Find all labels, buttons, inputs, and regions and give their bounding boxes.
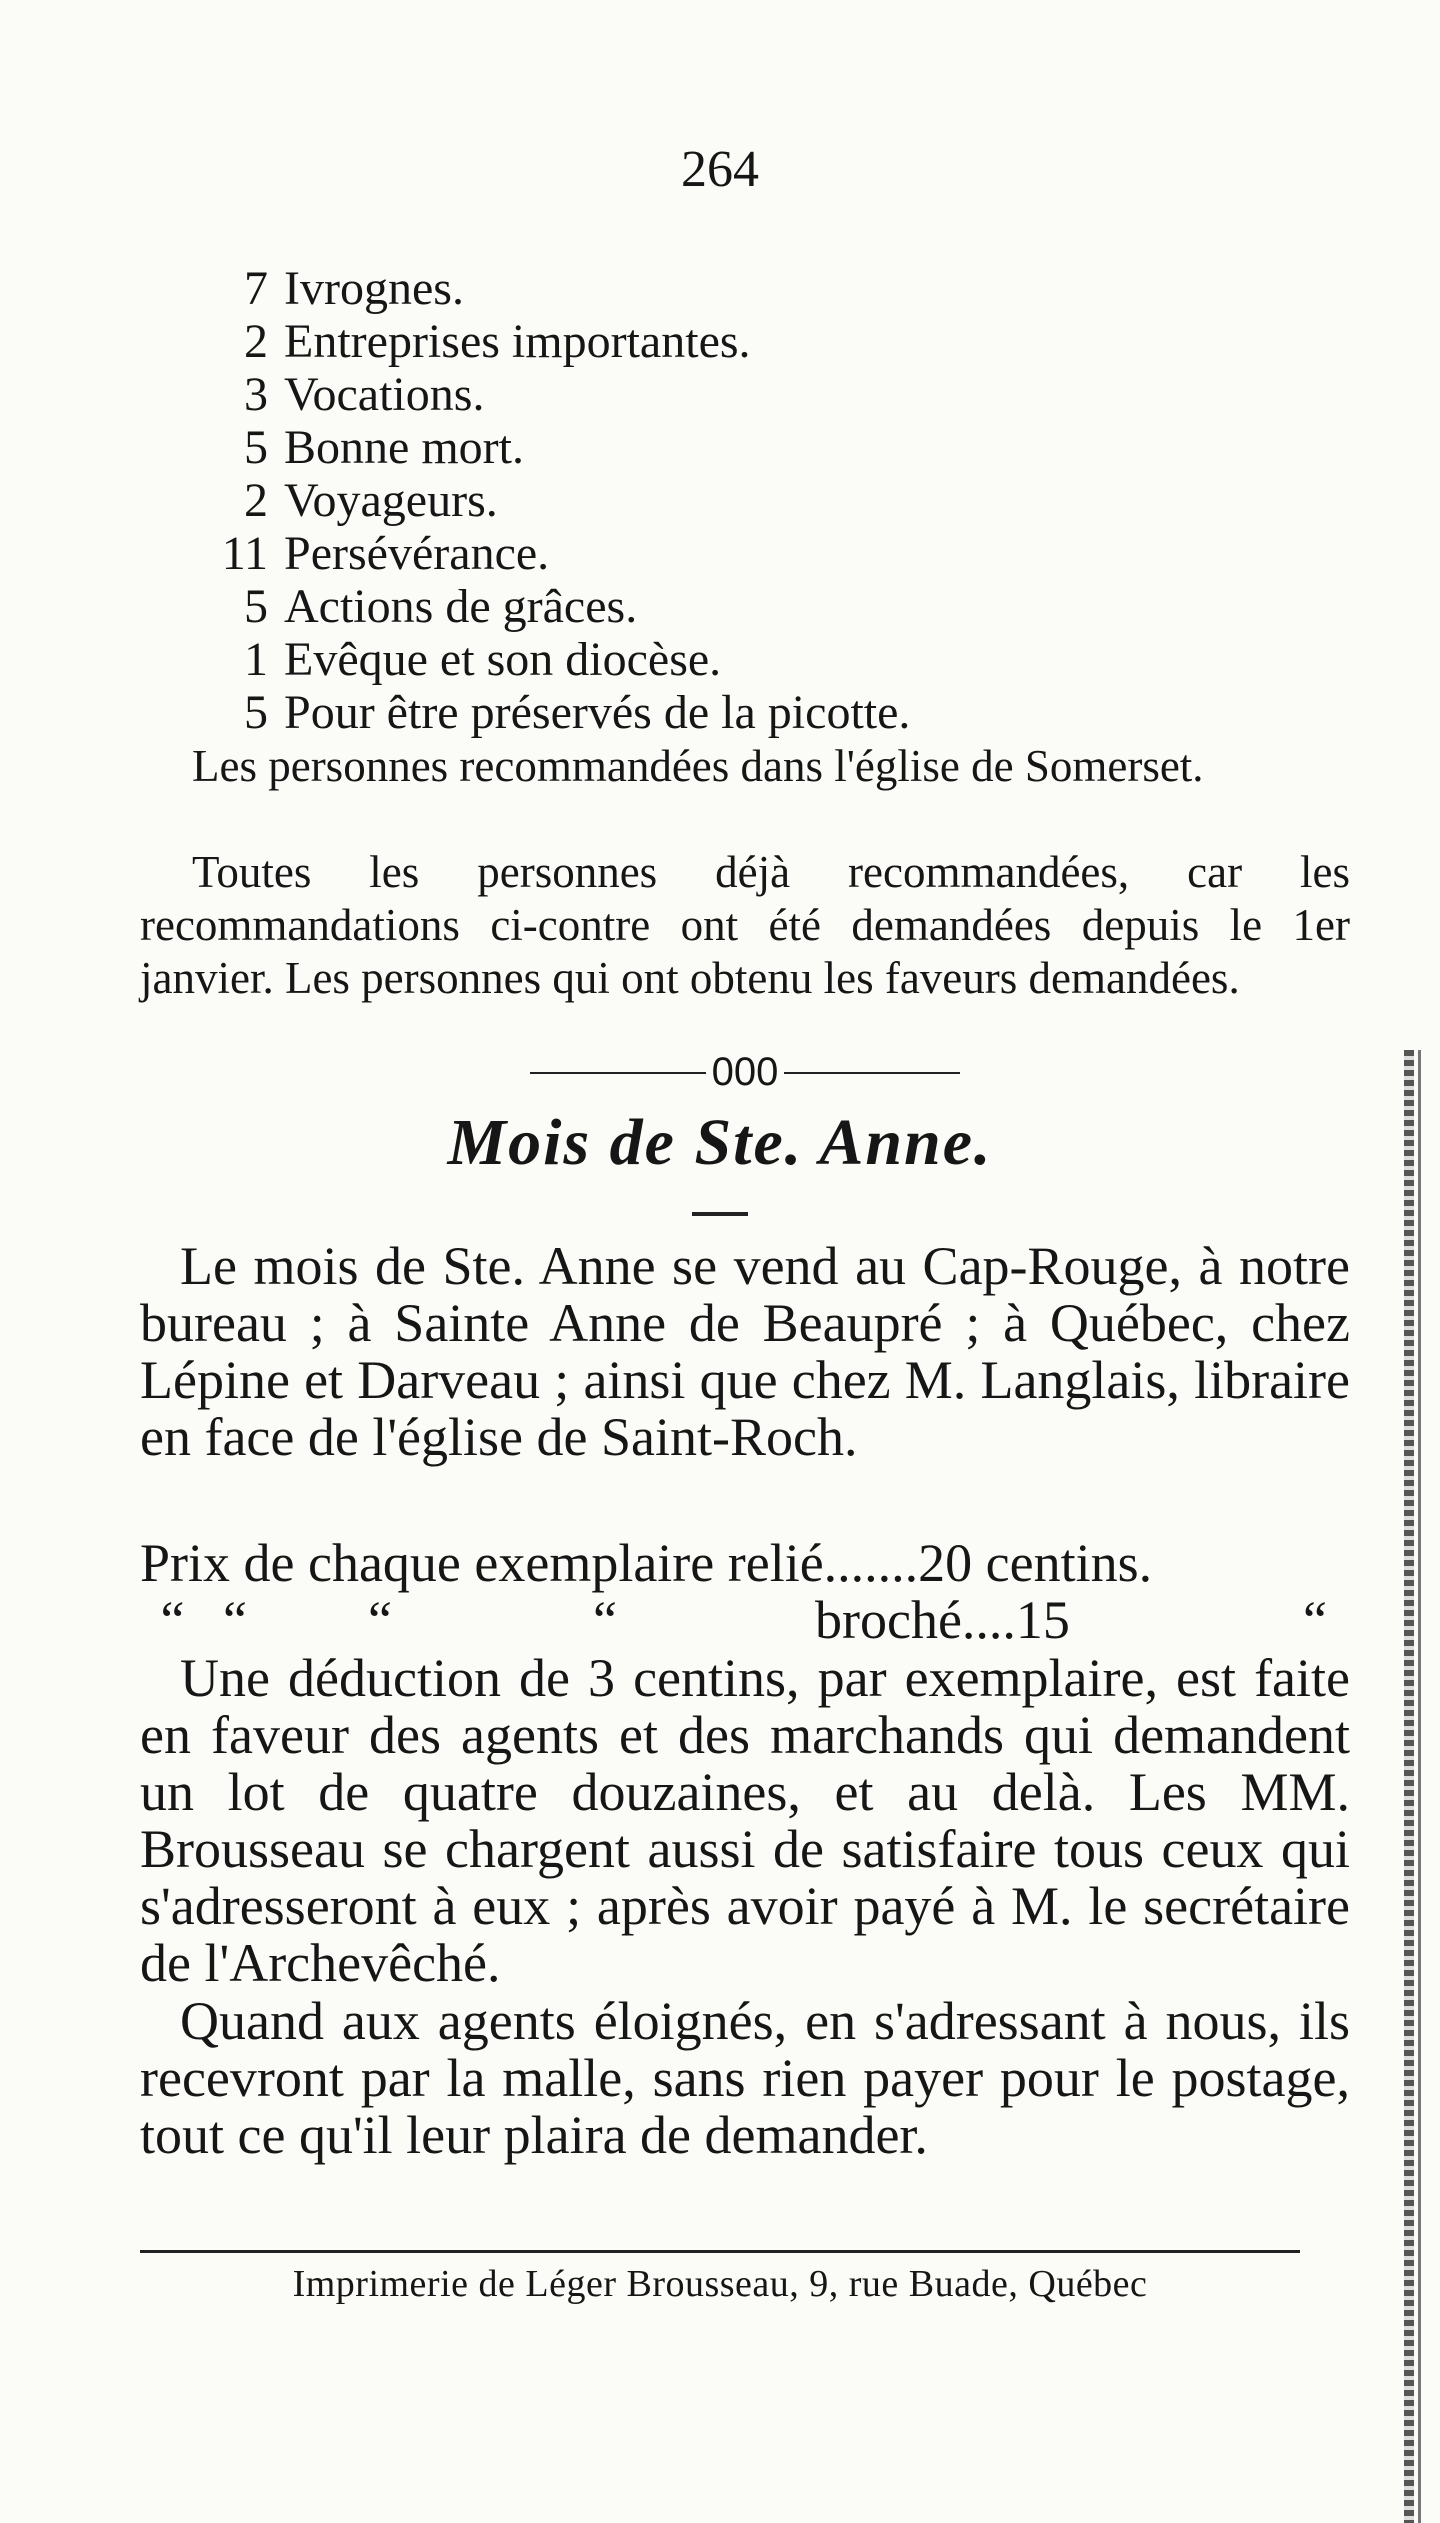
price-block (140, 1535, 1360, 1649)
list-count: 5 (244, 421, 268, 474)
recommended-paragraph: Toutes les personnes déjà recommandées, car les recommandations ci-contre ont été demandées depuis le 1er janvier. Les personnes qui ont obtenu les faveurs demandées. (140, 847, 1350, 1003)
somerset-paragraph: Les personnes recommandées dans l'église de Somerset. (192, 741, 1204, 791)
footer-rule (140, 2250, 1300, 2253)
divider-line (784, 1072, 960, 1074)
list-count: 2 (244, 315, 268, 368)
page-number: 264 (681, 141, 759, 198)
list-text: Ivrognes. (284, 262, 464, 315)
section-heading: Mois de Ste. Anne. (447, 1106, 993, 1179)
ditto-mark: “ (593, 1590, 617, 1650)
list-item (198, 474, 1378, 527)
list-count: 11 (221, 527, 268, 580)
price-line-paperback (140, 1592, 1360, 1649)
sales-paragraph: Le mois de Ste. Anne se vend au Cap-Rouge, à notre bureau ; à Sainte Anne de Beaupré ; à Québec, chez Lépine et Darveau ; ainsi que chez M. Langlais, libraire en face de l'église de Saint-Roch. (140, 1236, 1350, 1467)
list-text: Voyageurs. (284, 474, 498, 527)
list-item (198, 421, 1378, 474)
ditto-mark: “ (1303, 1590, 1327, 1650)
list-text: Actions de grâces. (284, 580, 638, 633)
list-item (198, 262, 1378, 315)
intentions-list (198, 262, 1378, 739)
discount-paragraph: Une déduction de 3 centins, par exemplaire, est faite en faveur des agents et des marchands qui demandent un lot de quatre douzaines, et au delà. Les MM. Brousseau se chargent aussi de satisfaire tous ceux qui s'adresseront à eux ; après avoir payé à M. le secrétaire de l'Archevêché. (140, 1648, 1350, 1993)
list-item (198, 686, 1378, 739)
page-edge-binding (1404, 1050, 1414, 2523)
price-line-bound: Prix de chaque exemplaire relié.......20 centins. (140, 1533, 1153, 1593)
list-count: 5 (244, 580, 268, 633)
list-text: Evêque et son diocèse. (284, 633, 722, 686)
divider-line (530, 1072, 706, 1074)
list-count: 5 (244, 686, 268, 739)
list-item (198, 633, 1378, 686)
list-count: 3 (244, 368, 268, 421)
list-count: 7 (244, 262, 268, 315)
list-item (198, 580, 1378, 633)
list-text: Vocations. (284, 368, 485, 421)
list-item (198, 368, 1378, 421)
ditto-mark: “ (223, 1590, 247, 1650)
ditto-mark: “ (160, 1590, 185, 1650)
list-count: 2 (244, 474, 268, 527)
list-text: Entreprises importantes. (284, 315, 751, 368)
printer-imprint: Imprimerie de Léger Brousseau, 9, rue Buade, Québec (292, 2263, 1148, 2305)
list-item (198, 315, 1378, 368)
list-count: 1 (244, 633, 268, 686)
heading-dash (692, 1212, 748, 1216)
divider-mark: 000 (711, 1050, 779, 1094)
paperback-label: broché....15 (815, 1590, 1070, 1650)
list-item (198, 527, 1378, 580)
section-divider (530, 1050, 960, 1095)
ditto-mark: “ (368, 1590, 392, 1650)
agents-paragraph: Quand aux agents éloignés, en s'adressant à nous, ils recevront par la malle, sans rien payer pour le postage, tout ce qu'il leur plaira de demander. (140, 1991, 1350, 2165)
page-edge-line (1418, 1050, 1421, 2523)
list-text: Bonne mort. (284, 421, 524, 474)
list-text: Pour être préservés de la picotte. (284, 686, 911, 739)
list-text: Persévérance. (284, 527, 550, 580)
